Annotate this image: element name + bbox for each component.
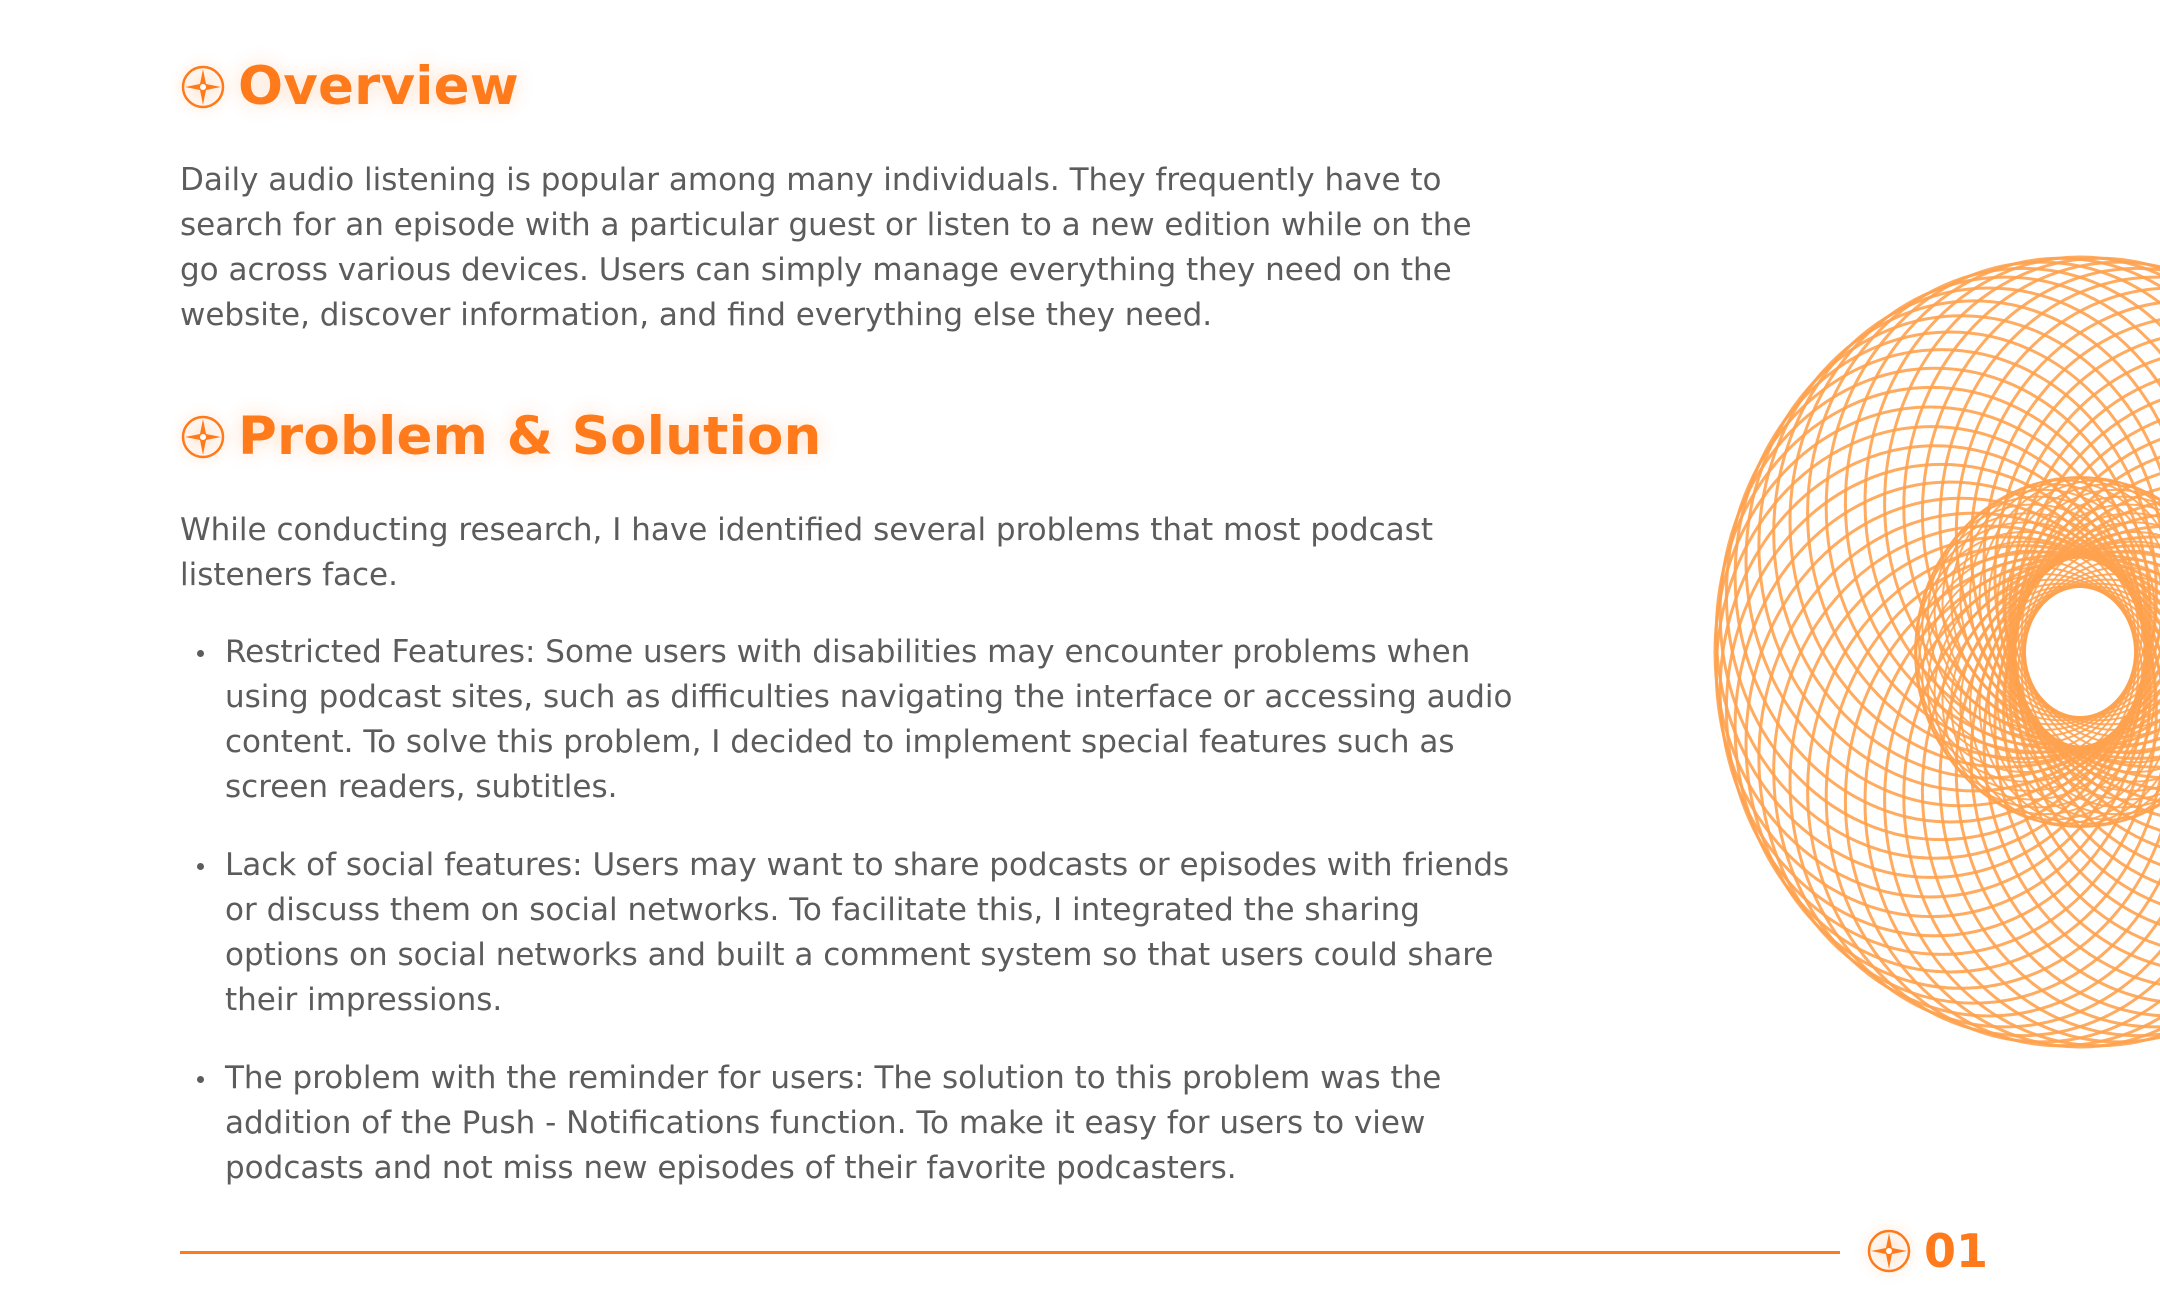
compass-star-icon <box>180 64 226 110</box>
overview-title: Overview <box>238 56 519 117</box>
problem-solution-title: Problem & Solution <box>238 406 822 467</box>
page-number: 01 <box>1924 1224 1989 1278</box>
spirograph-decoration <box>1640 200 2160 1100</box>
problem-solution-heading <box>180 406 822 467</box>
list-item: Lack of social features: Users may want to share podcasts or episodes with friends or discuss them on social networks. To facilitate this, I integrated the sharing options on social networks and built a comment system so that users could share their impressions. <box>180 843 1520 1023</box>
list-item: The problem with the reminder for users: The solution to this problem was the addition of the Push - Notifications function. To make it easy for users to view podcasts and not miss new episodes of their favorite podcasters. <box>180 1056 1520 1191</box>
spirograph-center <box>2063 635 2097 669</box>
overview-heading <box>180 56 519 117</box>
page-number-block <box>1866 1224 1988 1278</box>
problem-list <box>180 630 1520 1224</box>
overview-body: Daily audio listening is popular among many individuals. They frequently have to search for an episode with a particular guest or listen to a new edition while on the go across various devices. Users can simply manage everything they need on the website, discover information, and find everything else they need. <box>180 162 1472 333</box>
compass-star-icon <box>180 414 226 460</box>
footer-divider <box>180 1251 1840 1254</box>
compass-star-icon <box>1866 1228 1912 1274</box>
list-item: Restricted Features: Some users with disabilities may encounter problems when using podcast sites, such as difficulties navigating the interface or accessing audio content. To solve this problem, I decided to implement special features such as screen readers, subtitles. <box>180 630 1520 810</box>
problem-solution-intro: While conducting research, I have identified several problems that most podcast listeners face. <box>180 512 1433 593</box>
